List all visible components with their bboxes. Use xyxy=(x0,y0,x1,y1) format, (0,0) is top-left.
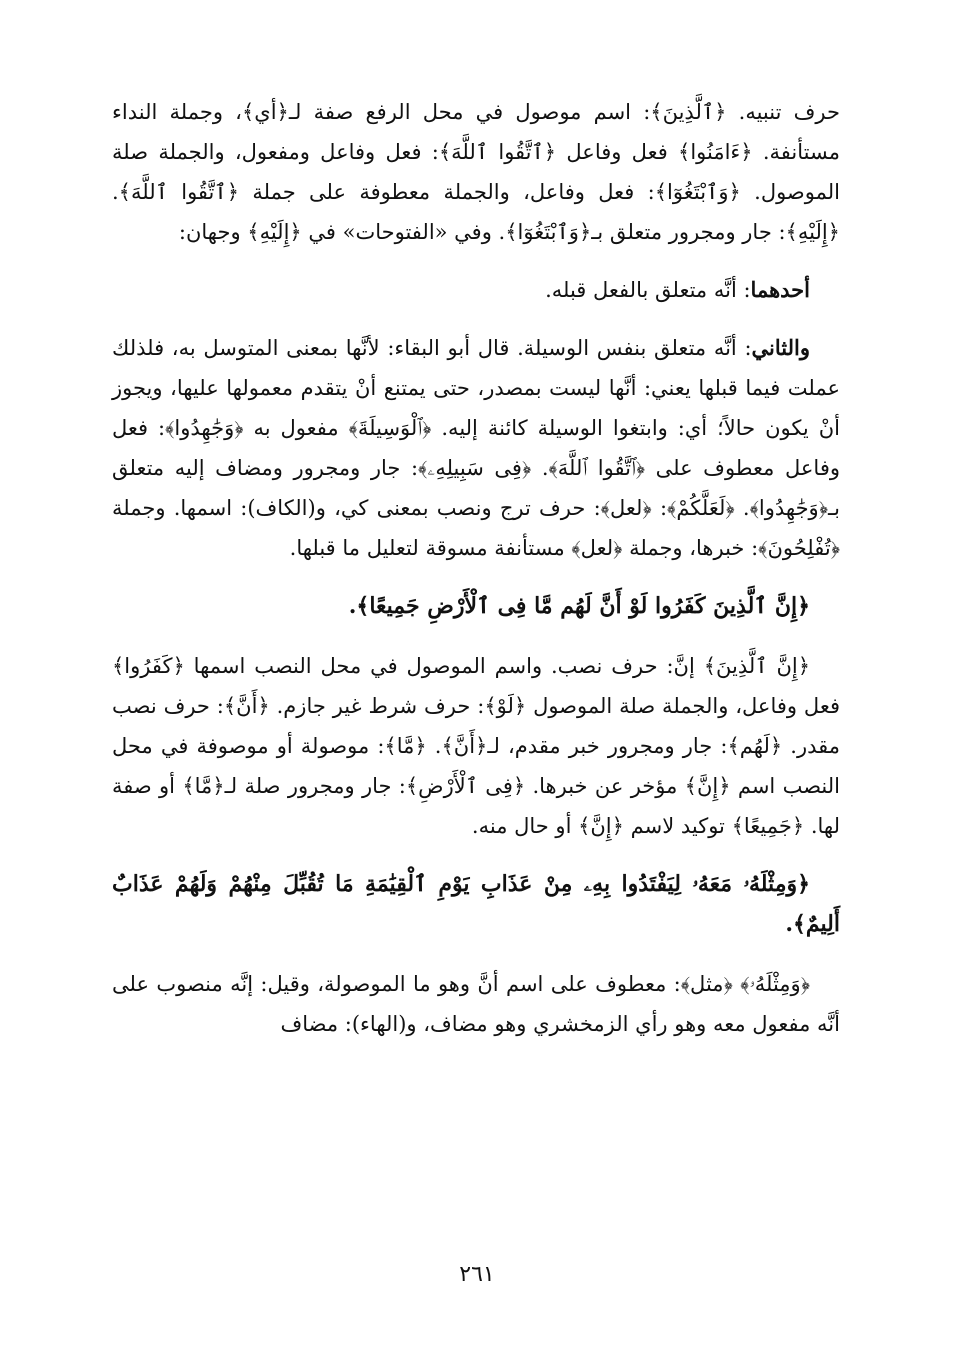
first-view-text: : أنَّه متعلق بالفعل قبله. xyxy=(545,278,751,302)
quran-verse-1: ﴿إِنَّ ٱلَّذِينَ كَفَرُوا لَوْ أَنَّ لَهُم مَّا فِى ٱلْأَرْضِ جَمِيعًا﴾. xyxy=(348,593,810,619)
second-view-text: : أنَّه متعلق بنفس الوسيلة. قال أبو البقاء: لأنَّها بمعنى المتوسل به، فلذلك عملت فيما قبلها يعني: أنَّها ليست بمصدر، حتى يمتنع أنْ يتقدم معمولها عليها، ويجوز أنْ يكون حالاً؛ أي: وابتغوا الوسيلة كائنة إليه. ﴿ٱلْوَسِيلَةَ﴾ مفعول به ﴿وَجَٰهِدُوا﴾: فعل وفاعل معطوف على ﴿ٱتَّقُوا ٱللَّهَ﴾. ﴿فِى سَبِيلِهِۦ﴾: جار ومجرور ومضاف إليه متعلق بـ﴿وَجَٰهِدُوا﴾. ﴿لَعَلَّكُمْ﴾: ﴿لعل﴾: حرف ترج ونصب بمعنى كي، و(الكاف): اسمها. وجملة ﴿تُفْلِحُونَ﴾: خبرها، وجملة ﴿لعل﴾ مستأنفة مسوقة لتعليل ما قبلها. xyxy=(112,336,840,560)
first-view-label: أحدهما xyxy=(750,277,810,302)
second-view-label: والثاني xyxy=(751,335,810,360)
quran-verse-2: ﴿وَمِثْلَهُۥ مَعَهُۥ لِيَفْتَدُوا بِهِۦ مِنْ عَذَابِ يَوْمِ ٱلْقِيَٰمَةِ مَا تُقُبِّلَ مِنْهُمْ وَلَهُمْ عَذَابٌ أَلِيمٌ﴾. xyxy=(112,871,840,937)
page-body xyxy=(112,92,840,1062)
paragraph-first-view xyxy=(112,270,840,310)
paragraph-intro: حرف تنبيه. ﴿ٱلَّذِينَ﴾: اسم موصول في محل الرفع صفة لـ﴿أي﴾، وجملة النداء مستأنفة. ﴿ءَامَنُوا﴾ فعل وفاعل ﴿ٱتَّقُوا ٱللَّهَ﴾: فعل وفاعل ومفعول، والجملة صلة الموصول. ﴿وَٱبْتَغُوٓا﴾: فعل وفاعل، والجملة معطوفة على جملة ﴿ٱتَّقُوا ٱللَّهَ﴾. ﴿إِلَيْهِ﴾: جار ومجرور متعلق بـ﴿وَٱبْتَغُوٓا﴾. وفي «الفتوحات» في ﴿إِلَيْهِ﴾ وجهان: xyxy=(112,100,840,244)
page-number: ٢٦١ xyxy=(459,1262,495,1287)
paragraph-verse2-analysis: ﴿وَمِثْلَهُۥ﴾ ﴿مثل﴾: معطوف على اسم أنَّ وهو ما الموصولة، وقيل: إنَّه منصوب على أنَّه مفعول معه وهو رأي الزمخشري وهو مضاف، و(الهاء): مضاف xyxy=(112,972,840,1036)
paragraph-verse1-analysis: ﴿إِنَّ ٱلَّذِينَ﴾ إنَّ: حرف نصب. واسم الموصول في محل النصب اسمها ﴿كَفَرُوا﴾ فعل وفاعل، والجملة صلة الموصول ﴿لَوْ﴾: حرف شرط غير جازم. ﴿أَنَّ﴾: حرف نصب مقدر. ﴿لَهُم﴾: جار ومجرور خبر مقدم، لـ﴿أَنَّ﴾. ﴿مَّا﴾: موصولة أو موصوفة في محل النصب اسم ﴿إِنَّ﴾ مؤخر عن خبرها. ﴿فِى ٱلْأَرْضِ﴾: جار ومجرور صلة لـ﴿مَّا﴾ أو صفة لها. ﴿جَمِيعًا﴾ توكيد لاسم ﴿إِنَّ﴾ أو حال منه. xyxy=(112,654,840,838)
paragraph-second-view xyxy=(112,328,840,568)
